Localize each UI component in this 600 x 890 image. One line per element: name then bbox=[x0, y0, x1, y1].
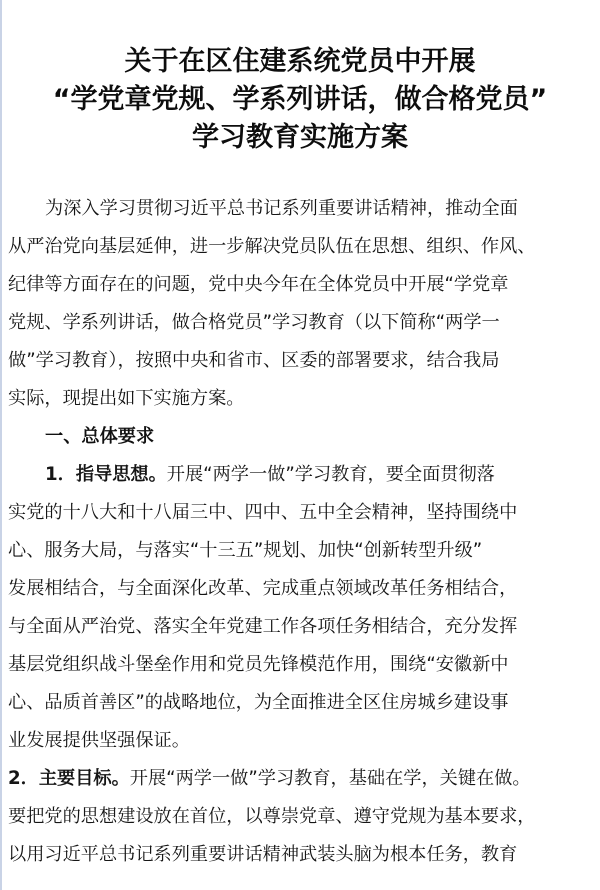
intro-line: 做”学习教育），按照中央和省市、区委的部署要求，结合我局 bbox=[8, 350, 500, 371]
guiding-ideology-line: 心、品质首善区”的战略地位，为全面推进全区住房城乡建设事 bbox=[8, 692, 509, 713]
guiding-ideology-line: 与全面从严治党、落实全年党建工作各项任务相结合，充分发挥 bbox=[8, 616, 518, 637]
main-goal-line bbox=[8, 760, 594, 798]
title-line-2: “学党章党规、学系列讲话，做合格党员” bbox=[52, 84, 548, 115]
main-goal-paragraph bbox=[8, 760, 594, 874]
title-line-1: 关于在区住建系统党员中开展 bbox=[124, 46, 476, 77]
guiding-ideology-line: 实党的十八大和十八届三中、四中、五中全会精神，坚持围绕中 bbox=[8, 502, 518, 523]
title-line-3: 学习教育实施方案 bbox=[192, 122, 408, 153]
guiding-ideology-line: 业发展提供坚强保证。 bbox=[8, 730, 190, 751]
item-label: 2．主要目标。 bbox=[8, 768, 130, 789]
item-label: 1．指导思想。 bbox=[45, 464, 167, 485]
guiding-ideology-line: 基层党组织战斗堡垒作用和党员先锋模范作用，围绕“安徽新中 bbox=[8, 654, 509, 675]
item-text: 开展“两学一做”学习教育，基础在学，关键在做。 bbox=[129, 768, 531, 789]
main-goal-line: 要把党的思想建设放在首位，以尊崇党章、遵守党规为基本要求， bbox=[8, 806, 536, 827]
main-goal-line: 以用习近平总书记系列重要讲话精神武装头脑为根本任务，教育 bbox=[8, 844, 518, 865]
intro-line: 纪律等方面存在的问题，党中央今年在全体党员中开展“学党章 bbox=[8, 274, 509, 295]
guiding-ideology-line: 心、服务大局，与落实“十三五”规划、加快“创新转型升级” bbox=[8, 540, 483, 561]
intro-line: 实际，现提出如下实施方案。 bbox=[8, 388, 245, 409]
guiding-ideology-paragraph bbox=[8, 456, 594, 760]
intro-line: 为深入学习贯彻习近平总书记系列重要讲话精神，推动全面 bbox=[45, 198, 518, 219]
guiding-ideology-line bbox=[8, 456, 594, 494]
intro-line: 党规、学系列讲话，做合格党员”学习教育（以下简称“两学一 bbox=[8, 312, 500, 333]
intro-line: 从严治党向基层延伸，进一步解决党员队伍在思想、组织、作风、 bbox=[8, 236, 536, 257]
intro-paragraph bbox=[8, 190, 594, 418]
section-heading: 一、总体要求 bbox=[45, 426, 155, 447]
guiding-ideology-line: 发展相结合，与全面深化改革、完成重点领域改革任务相结合， bbox=[8, 578, 518, 599]
item-text: 开展“两学一做”学习教育，要全面贯彻落 bbox=[166, 464, 495, 485]
